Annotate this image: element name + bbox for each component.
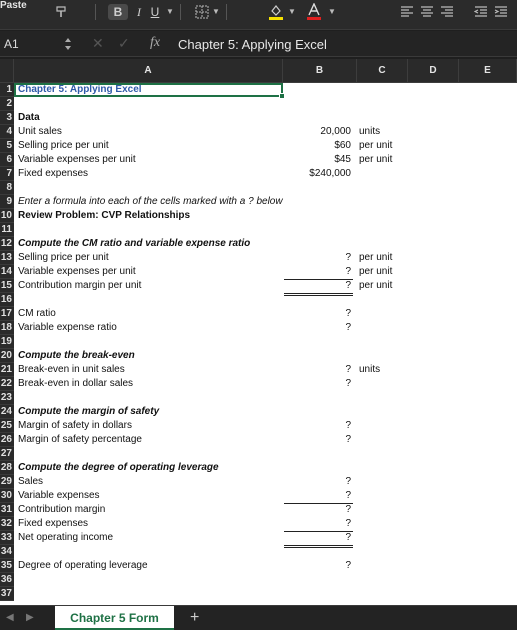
row-header[interactable]: 26 <box>0 434 12 445</box>
row-header[interactable]: 23 <box>0 392 12 403</box>
cell-b[interactable]: ? <box>345 378 351 389</box>
table-row <box>0 377 517 391</box>
cell-a[interactable]: Enter a formula into each of the cells marked with a ? below <box>18 196 283 207</box>
table-row <box>0 167 517 181</box>
paste-button[interactable]: Paste <box>0 0 27 11</box>
cell-a[interactable]: Sales <box>18 476 44 487</box>
spreadsheet-grid[interactable] <box>0 59 517 605</box>
sheet-tab-bar <box>0 605 517 630</box>
row-header[interactable]: 34 <box>0 546 12 557</box>
cell-a[interactable]: Margin of safety in dollars <box>18 420 132 431</box>
font-color-icon[interactable] <box>306 3 322 21</box>
row-header[interactable]: 22 <box>0 378 12 389</box>
chevron-down-icon[interactable]: ▼ <box>288 7 296 16</box>
cell-a[interactable]: Selling price per unit <box>18 252 109 263</box>
row-header[interactable]: 12 <box>0 238 12 249</box>
cell-c[interactable]: units <box>359 364 381 375</box>
cell-b[interactable]: $240,000 <box>309 168 351 179</box>
row-header[interactable]: 37 <box>0 588 12 599</box>
table-row <box>0 139 517 153</box>
cell-a[interactable]: Variable expenses per unit <box>18 266 136 277</box>
cell-b[interactable]: ? <box>345 504 351 515</box>
row-header[interactable]: 6 <box>0 153 14 167</box>
cell-a[interactable]: Compute the margin of safety <box>18 406 160 417</box>
table-row <box>0 559 517 573</box>
cell-a[interactable]: Review Problem: CVP Relationships <box>18 210 191 221</box>
enter-icon[interactable]: ✓ <box>118 35 130 51</box>
row-header[interactable]: 3 <box>0 111 14 125</box>
fill-color-icon[interactable] <box>268 3 284 21</box>
cell-a[interactable]: Fixed expenses <box>18 168 89 179</box>
row-header[interactable]: 33 <box>0 532 12 543</box>
row-header[interactable]: 30 <box>0 490 12 501</box>
cell-a[interactable]: Selling price per unit <box>18 140 109 151</box>
select-all-button[interactable] <box>0 59 14 83</box>
align-right-icon[interactable] <box>440 5 454 19</box>
table-row <box>0 209 517 223</box>
cell-a[interactable]: Net operating income <box>18 532 114 543</box>
cell-b[interactable]: ? <box>284 489 353 504</box>
cell-a[interactable]: CM ratio <box>18 308 56 319</box>
table-row <box>0 363 517 377</box>
ribbon-separator <box>95 4 96 20</box>
cell-b[interactable]: ? <box>345 560 351 571</box>
row-header[interactable]: 7 <box>0 167 14 181</box>
cell-c[interactable]: per unit <box>359 252 393 263</box>
row-header[interactable]: 24 <box>0 406 12 417</box>
cell-b[interactable]: $60 <box>334 140 351 151</box>
cell-a[interactable]: Data <box>18 112 40 123</box>
table-row <box>0 111 517 125</box>
cell-c[interactable]: units <box>359 126 381 137</box>
table-row <box>0 545 517 559</box>
ribbon-separator <box>226 4 227 20</box>
align-center-icon[interactable] <box>420 5 434 19</box>
table-row <box>0 307 517 321</box>
row-header[interactable]: 27 <box>0 448 12 459</box>
table-row <box>0 237 517 251</box>
row-header[interactable]: 14 <box>0 266 12 277</box>
table-row <box>0 433 517 447</box>
cell-b[interactable]: ? <box>284 531 353 548</box>
table-row <box>0 321 517 335</box>
formula-bar <box>0 31 517 57</box>
cell-c[interactable]: per unit <box>359 266 393 277</box>
row-header[interactable]: 11 <box>1 224 12 235</box>
table-row <box>0 587 517 601</box>
row-header[interactable]: 5 <box>0 139 14 153</box>
row-header[interactable]: 10 <box>0 210 12 221</box>
table-row <box>0 97 517 111</box>
column-header-c[interactable]: C <box>357 59 408 83</box>
row-header[interactable]: 21 <box>0 364 12 375</box>
row-header[interactable]: 9 <box>0 195 14 209</box>
cell-b[interactable]: $45 <box>334 154 351 165</box>
underline-button[interactable]: U <box>150 5 160 19</box>
table-row <box>0 419 517 433</box>
table-row <box>0 475 517 489</box>
chevron-down-icon[interactable]: ▼ <box>328 7 336 16</box>
bold-button[interactable]: B <box>108 4 128 20</box>
cell-b[interactable]: ? <box>345 476 351 487</box>
previous-sheet-icon[interactable]: ◀ <box>6 612 14 623</box>
row-header[interactable]: 2 <box>0 97 14 111</box>
cell-a[interactable]: Unit sales <box>18 126 62 137</box>
table-row <box>0 531 517 545</box>
chevron-down-icon[interactable]: ▼ <box>166 7 174 16</box>
table-row <box>0 391 517 405</box>
cell-a[interactable]: Contribution margin per unit <box>18 280 142 291</box>
row-header[interactable]: 18 <box>0 322 12 333</box>
row-header[interactable]: 16 <box>0 294 12 305</box>
cell-c[interactable]: per unit <box>359 140 393 151</box>
row-header[interactable]: 15 <box>0 280 12 291</box>
next-sheet-icon[interactable]: ▶ <box>26 612 34 623</box>
italic-button[interactable]: I <box>137 5 141 19</box>
cell-a[interactable]: Variable expenses <box>18 490 100 501</box>
cell-a[interactable]: Degree of operating leverage <box>18 560 148 571</box>
table-row <box>0 195 517 209</box>
table-row <box>0 573 517 587</box>
cell-a[interactable]: Break-even in unit sales <box>18 364 125 375</box>
cell-c[interactable]: per unit <box>359 154 393 165</box>
row-header[interactable]: 17 <box>0 308 12 319</box>
cell-b[interactable]: ? <box>345 252 351 263</box>
ribbon-separator <box>180 4 181 20</box>
table-row <box>0 153 517 167</box>
cell-a[interactable]: Break-even in dollar sales <box>18 378 134 389</box>
cell-a[interactable]: Variable expense ratio <box>18 322 117 333</box>
active-cell-selection[interactable] <box>14 83 283 97</box>
table-row <box>0 405 517 419</box>
table-row <box>0 489 517 503</box>
cell-a[interactable]: Compute the CM ratio and variable expense ratio <box>18 238 251 249</box>
cell-b[interactable]: ? <box>284 517 353 532</box>
column-header-e[interactable]: E <box>459 59 517 83</box>
cell-b[interactable]: ? <box>345 322 351 333</box>
row-header[interactable]: 32 <box>0 518 12 529</box>
sheet-tab-chapter-5-form[interactable]: Chapter 5 Form <box>55 606 174 630</box>
cell-a[interactable]: Margin of safety percentage <box>18 434 142 445</box>
row-header[interactable]: 35 <box>0 560 12 571</box>
row-header[interactable]: 13 <box>0 252 12 263</box>
name-box[interactable]: A1 <box>4 37 19 51</box>
cell-b[interactable]: ? <box>345 308 351 319</box>
table-row <box>0 265 517 279</box>
column-header-b[interactable]: B <box>283 59 357 83</box>
add-sheet-button[interactable]: + <box>190 609 200 626</box>
insert-function-icon[interactable]: fx <box>150 35 161 50</box>
table-row <box>0 517 517 531</box>
cell-a[interactable]: Chapter 5: Applying Excel <box>18 84 142 95</box>
row-header[interactable]: 25 <box>0 420 12 431</box>
table-row <box>0 223 517 237</box>
cell-b[interactable]: ? <box>284 279 353 296</box>
cell-c[interactable]: per unit <box>359 280 393 291</box>
chevron-down-icon[interactable]: ▼ <box>212 7 220 16</box>
cell-b[interactable]: ? <box>345 434 351 445</box>
formula-input[interactable]: Chapter 5: Applying Excel <box>178 37 327 52</box>
row-header[interactable]: 19 <box>0 336 12 347</box>
cell-b[interactable]: 20,000 <box>320 126 351 137</box>
column-header-a[interactable]: A <box>14 59 283 83</box>
cell-b[interactable]: ? <box>284 265 353 280</box>
ribbon-toolbar <box>0 0 517 30</box>
row-header[interactable]: 1 <box>0 83 14 97</box>
name-box-stepper-icon[interactable] <box>64 37 72 51</box>
table-row <box>0 83 517 97</box>
cell-a[interactable]: Contribution margin <box>18 504 106 515</box>
increase-indent-icon[interactable] <box>494 5 508 19</box>
cell-a[interactable]: Compute the break-even <box>18 350 135 361</box>
row-header[interactable]: 36 <box>0 574 12 585</box>
table-row <box>0 279 517 293</box>
decrease-indent-icon[interactable] <box>474 5 488 19</box>
cell-a[interactable]: Compute the degree of operating leverage <box>18 462 219 473</box>
column-headers <box>0 59 517 83</box>
align-left-icon[interactable] <box>400 5 414 19</box>
table-row <box>0 447 517 461</box>
format-painter-icon[interactable] <box>54 4 70 20</box>
row-header[interactable]: 31 <box>0 504 12 515</box>
cell-b[interactable]: ? <box>345 420 351 431</box>
borders-icon[interactable] <box>194 4 210 20</box>
row-header[interactable]: 28 <box>0 462 12 473</box>
column-header-d[interactable]: D <box>408 59 459 83</box>
table-row <box>0 125 517 139</box>
cell-a[interactable]: Fixed expenses <box>18 518 89 529</box>
table-row <box>0 503 517 517</box>
table-row <box>0 349 517 363</box>
row-header[interactable]: 20 <box>0 350 12 361</box>
cancel-icon[interactable]: ✕ <box>92 35 104 51</box>
table-row <box>0 335 517 349</box>
table-row <box>0 461 517 475</box>
table-row <box>0 251 517 265</box>
cell-a[interactable]: Variable expenses per unit <box>18 154 136 165</box>
row-header[interactable]: 4 <box>0 125 14 139</box>
rows-container <box>0 83 517 601</box>
row-header[interactable]: 29 <box>0 476 12 487</box>
table-row <box>0 181 517 195</box>
table-row <box>0 293 517 307</box>
cell-b[interactable]: ? <box>345 364 351 375</box>
row-header[interactable]: 8 <box>0 181 14 195</box>
